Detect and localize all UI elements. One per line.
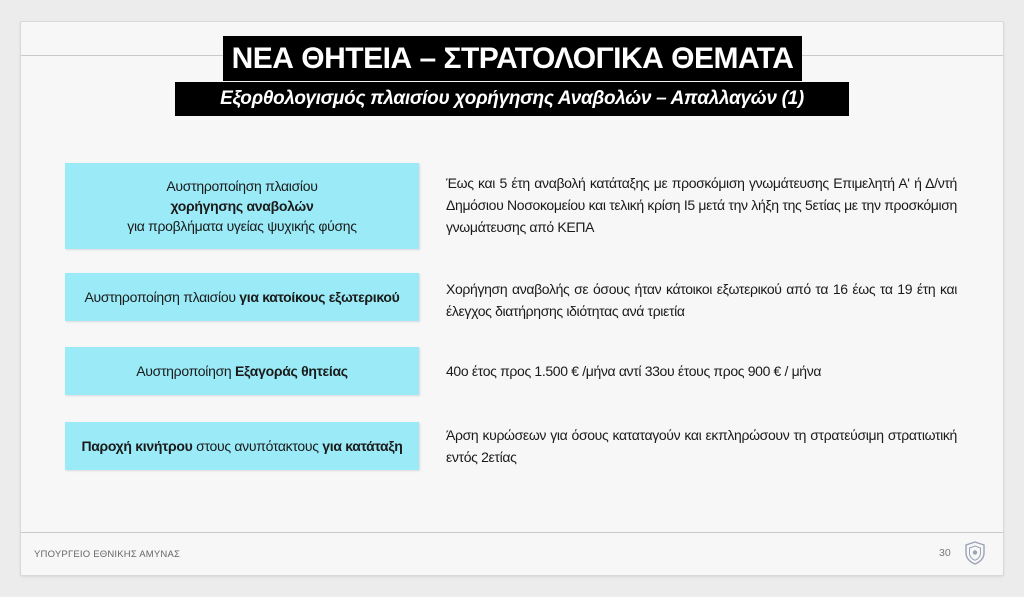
page-number: 30 (939, 547, 951, 559)
measure-text: Αυστηροποίηση (136, 363, 235, 379)
slide (21, 22, 1003, 575)
measure-emphasis: Εξαγοράς θητείας (234, 363, 348, 379)
slide-title-text: ΝΕΑ ΘΗΤΕΙΑ – ΣΤΡΑΤΟΛΟΓΙΚΑ ΘΕΜΑΤΑ (231, 41, 794, 75)
measure-detail-residents-abroad: Χορήγηση αναβολής σε όσους ήταν κάτοικοι εξωτερικού από τα 16 έως τα 19 έτη και έλεγχος διατήρησης ιδιότητας ανά τριετία (446, 281, 957, 319)
measure-detail-draft-evaders: Άρση κυρώσεων για όσους καταταγούν και εκπληρώσουν τη στρατεύσιμη στρατιωτική εντός 2ετίας (446, 427, 957, 465)
measure-box-mental-health (65, 163, 419, 249)
measure-line: Αυστηροποίηση πλαισίου (166, 178, 318, 194)
measure-line: για προβλήματα υγείας ψυχικής φύσης (127, 218, 357, 234)
footer-divider (21, 532, 1003, 533)
measure-box-residents-abroad (65, 273, 419, 321)
measure-emphasis: Παροχή κινήτρου (81, 438, 193, 454)
measure-emphasis: για κατάταξη (322, 438, 403, 454)
measure-detail-mental-health: Έως και 5 έτη αναβολή κατάταξης με προσκόμιση γνωμάτευσης Επιμελητή Α' ή Δ/ντή Δημόσιου Νοσοκομείου και τελική κρίση Ι5 μετά την λήξη της 5ετίας με την προσκόμιση γνωμάτευσης από ΚΕΠΑ (446, 175, 957, 235)
slide-title (223, 36, 802, 81)
ministry-crest-icon (964, 541, 986, 565)
measure-emphasis: χορήγησης αναβολών (170, 198, 314, 214)
measure-text: στους ανυπότακτους (192, 438, 323, 454)
measure-detail-service-buyout: 40ο έτος προς 1.500 € /μήνα αντί 33ου έτους προς 900 € / μήνα (446, 363, 822, 379)
slide-subtitle-text: Εξορθολογισμός πλαισίου χορήγησης Αναβολών – Απαλλαγών (1) (220, 88, 804, 109)
slide-subtitle (175, 82, 849, 116)
footer-ministry: ΥΠΟΥΡΓΕΙΟ ΕΘΝΙΚΗΣ ΑΜΥΝΑΣ (34, 549, 181, 560)
measure-box-service-buyout (65, 347, 419, 395)
measure-box-draft-evaders (65, 422, 419, 470)
measure-emphasis: για κατοίκους εξωτερικού (239, 289, 400, 305)
measure-text: Αυστηροποίηση πλαισίου (84, 289, 240, 305)
